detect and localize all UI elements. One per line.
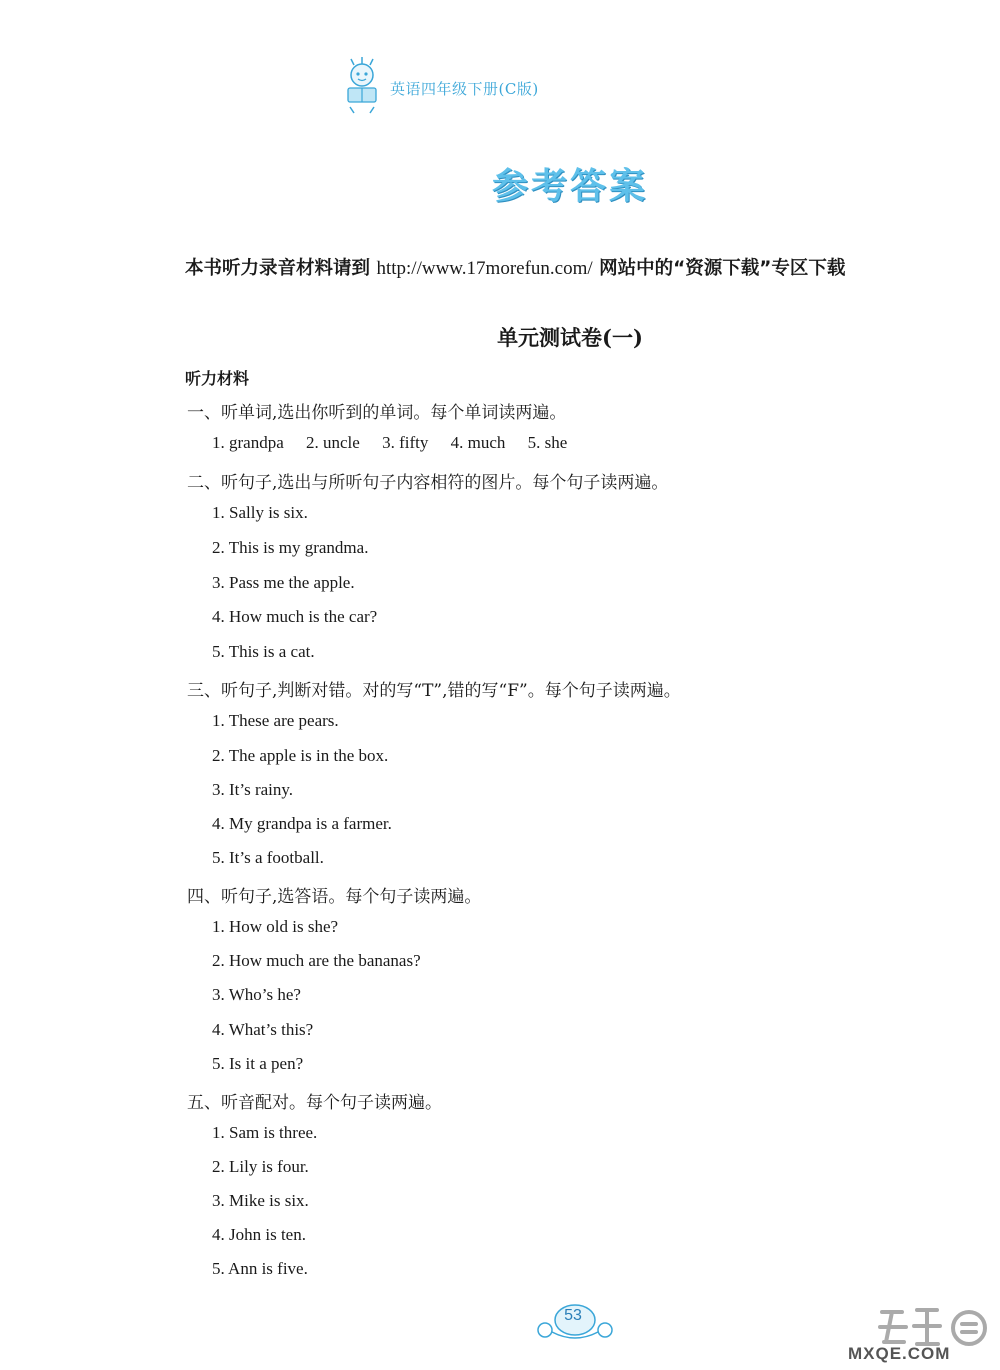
list-item: 1. These are pears. xyxy=(212,711,339,730)
word-list xyxy=(212,433,585,453)
test-title: 单元测试卷(一) xyxy=(497,325,643,350)
book-title: 英语四年级下册(C版) xyxy=(390,80,539,98)
section-heading-3: 三、听句子,判断对错。对的写“T”,错的写“F”。每个句子读两遍。 xyxy=(187,681,681,701)
subtitle: 听力材料 xyxy=(185,369,250,388)
list-item: 5. Is it a pen? xyxy=(212,1054,304,1073)
list-item: 5. This is a cat. xyxy=(212,642,315,661)
watermark-text: MXQE.COM xyxy=(848,1344,951,1363)
list-item: 2. This is my grandma. xyxy=(212,538,369,557)
list-item: 4. much xyxy=(450,433,506,452)
list-item: 3. Pass me the apple. xyxy=(212,573,355,592)
list-item: 5. It’s a football. xyxy=(212,848,324,867)
list-item: 3. Mike is six. xyxy=(212,1191,309,1210)
download-note-suffix: 网站中的“资源下载”专区下载 xyxy=(599,258,846,279)
list-item: 5. she xyxy=(527,433,568,452)
list-item: 2. uncle xyxy=(306,433,360,452)
list-item: 2. The apple is in the box. xyxy=(212,746,389,765)
list-item: 4. How much is the car? xyxy=(212,607,378,626)
page-number: 53 xyxy=(564,1307,582,1324)
section-heading-4: 四、听句子,选答语。每个句子读两遍。 xyxy=(187,887,482,907)
list-item: 4. John is ten. xyxy=(212,1225,306,1244)
list-item: 2. Lily is four. xyxy=(212,1157,309,1176)
list-item: 1. Sally is six. xyxy=(212,503,308,522)
page-title: 参考答案 xyxy=(491,166,648,207)
mascot-reading-icon xyxy=(340,55,385,115)
list-item: 3. fifty xyxy=(382,433,429,452)
section-heading-1: 一、听单词,选出你听到的单词。每个单词读两遍。 xyxy=(187,403,567,423)
list-item: 4. What’s this? xyxy=(212,1020,314,1039)
download-note-prefix: 本书听力录音材料请到 xyxy=(185,258,371,279)
list-item: 5. Ann is five. xyxy=(212,1259,308,1278)
list-item: 3. It’s rainy. xyxy=(212,780,294,799)
download-url[interactable]: http://www.17morefun.com/ xyxy=(376,258,593,279)
download-note xyxy=(185,254,845,280)
list-item: 4. My grandpa is a farmer. xyxy=(212,814,392,833)
list-item: 2. How much are the bananas? xyxy=(212,951,421,970)
list-item: 1. Sam is three. xyxy=(212,1123,318,1142)
list-item: 3. Who’s he? xyxy=(212,985,301,1004)
list-item: 1. grandpa xyxy=(212,433,284,452)
list-item: 1. How old is she? xyxy=(212,917,339,936)
section-heading-5: 五、听音配对。每个句子读两遍。 xyxy=(187,1093,442,1113)
section-heading-2: 二、听句子,选出与所听句子内容相符的图片。每个句子读两遍。 xyxy=(187,473,669,493)
